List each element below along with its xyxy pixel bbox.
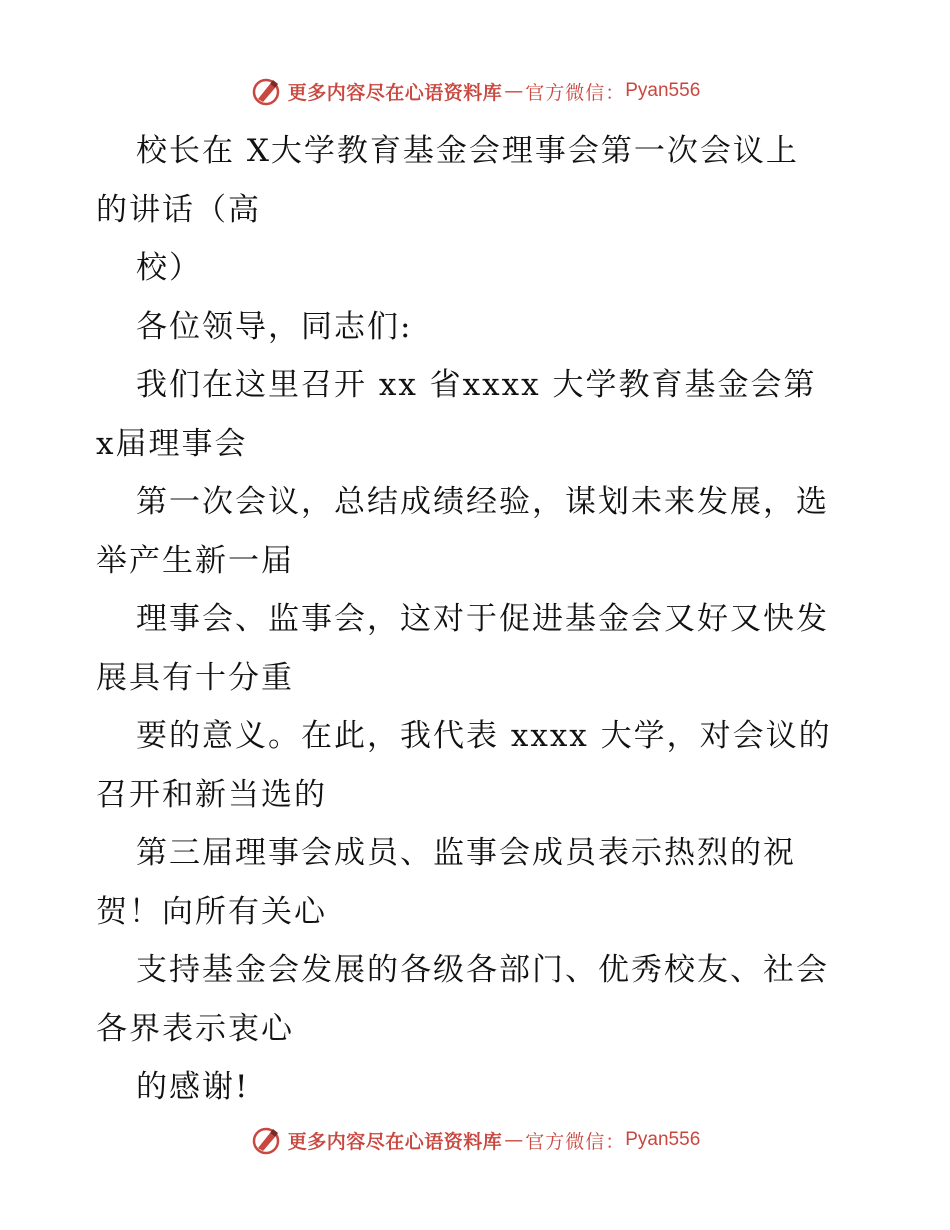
paragraph-line: 第一次会议，总结成绩经验，谋划未来发展，选 [136, 484, 829, 520]
pen-logo-icon [250, 75, 282, 107]
paragraph-line: 举产生新一届 [96, 542, 294, 579]
footer-watermark [0, 1120, 950, 1160]
watermark-wechat-label: 官方微信： [525, 81, 626, 104]
paragraph-line: 展具有十分重 [96, 659, 294, 696]
paragraph-line: 的感谢! [136, 1069, 250, 1105]
paragraph-line: x届理事会 [96, 425, 248, 462]
watermark-title: 更多内容尽在心语资料库 [287, 1130, 503, 1153]
watermark-dash: — [504, 80, 524, 102]
title-line: 校长在 X大学教育基金会理事会第一次会议上 [136, 133, 799, 169]
document-body [96, 122, 866, 1117]
watermark-wechat-label: 官方微信： [525, 1130, 626, 1153]
salutation: 各位领导，同志们: [136, 308, 413, 345]
title-line: 的讲话（高 [96, 191, 261, 228]
paragraph-line: 召开和新当选的 [96, 776, 327, 813]
paragraph-line: 第三届理事会成员、监事会成员表示热烈的祝 [136, 835, 796, 871]
paragraph-line: 我们在这里召开 xx 省xxxx 大学教育基金会第 [136, 367, 817, 403]
watermark-title: 更多内容尽在心语资料库 [287, 81, 503, 104]
paragraph-line: 支持基金会发展的各级各部门、优秀校友、社会 [136, 952, 829, 988]
watermark-wechat-id: Pyan556 [625, 1129, 701, 1150]
watermark-wechat-id: Pyan556 [625, 80, 701, 101]
watermark-dash: — [504, 1129, 524, 1151]
title-line: 校） [136, 250, 202, 286]
paragraph-line: 贺！向所有关心 [96, 893, 327, 930]
pen-logo-icon [250, 1124, 282, 1156]
paragraph-line: 要的意义。在此，我代表 xxxx 大学，对会议的 [136, 718, 832, 754]
paragraph-line: 理事会、监事会，这对于促进基金会又好又快发 [136, 601, 829, 637]
header-watermark [0, 71, 950, 111]
paragraph-line: 各界表示衷心 [96, 1010, 294, 1047]
